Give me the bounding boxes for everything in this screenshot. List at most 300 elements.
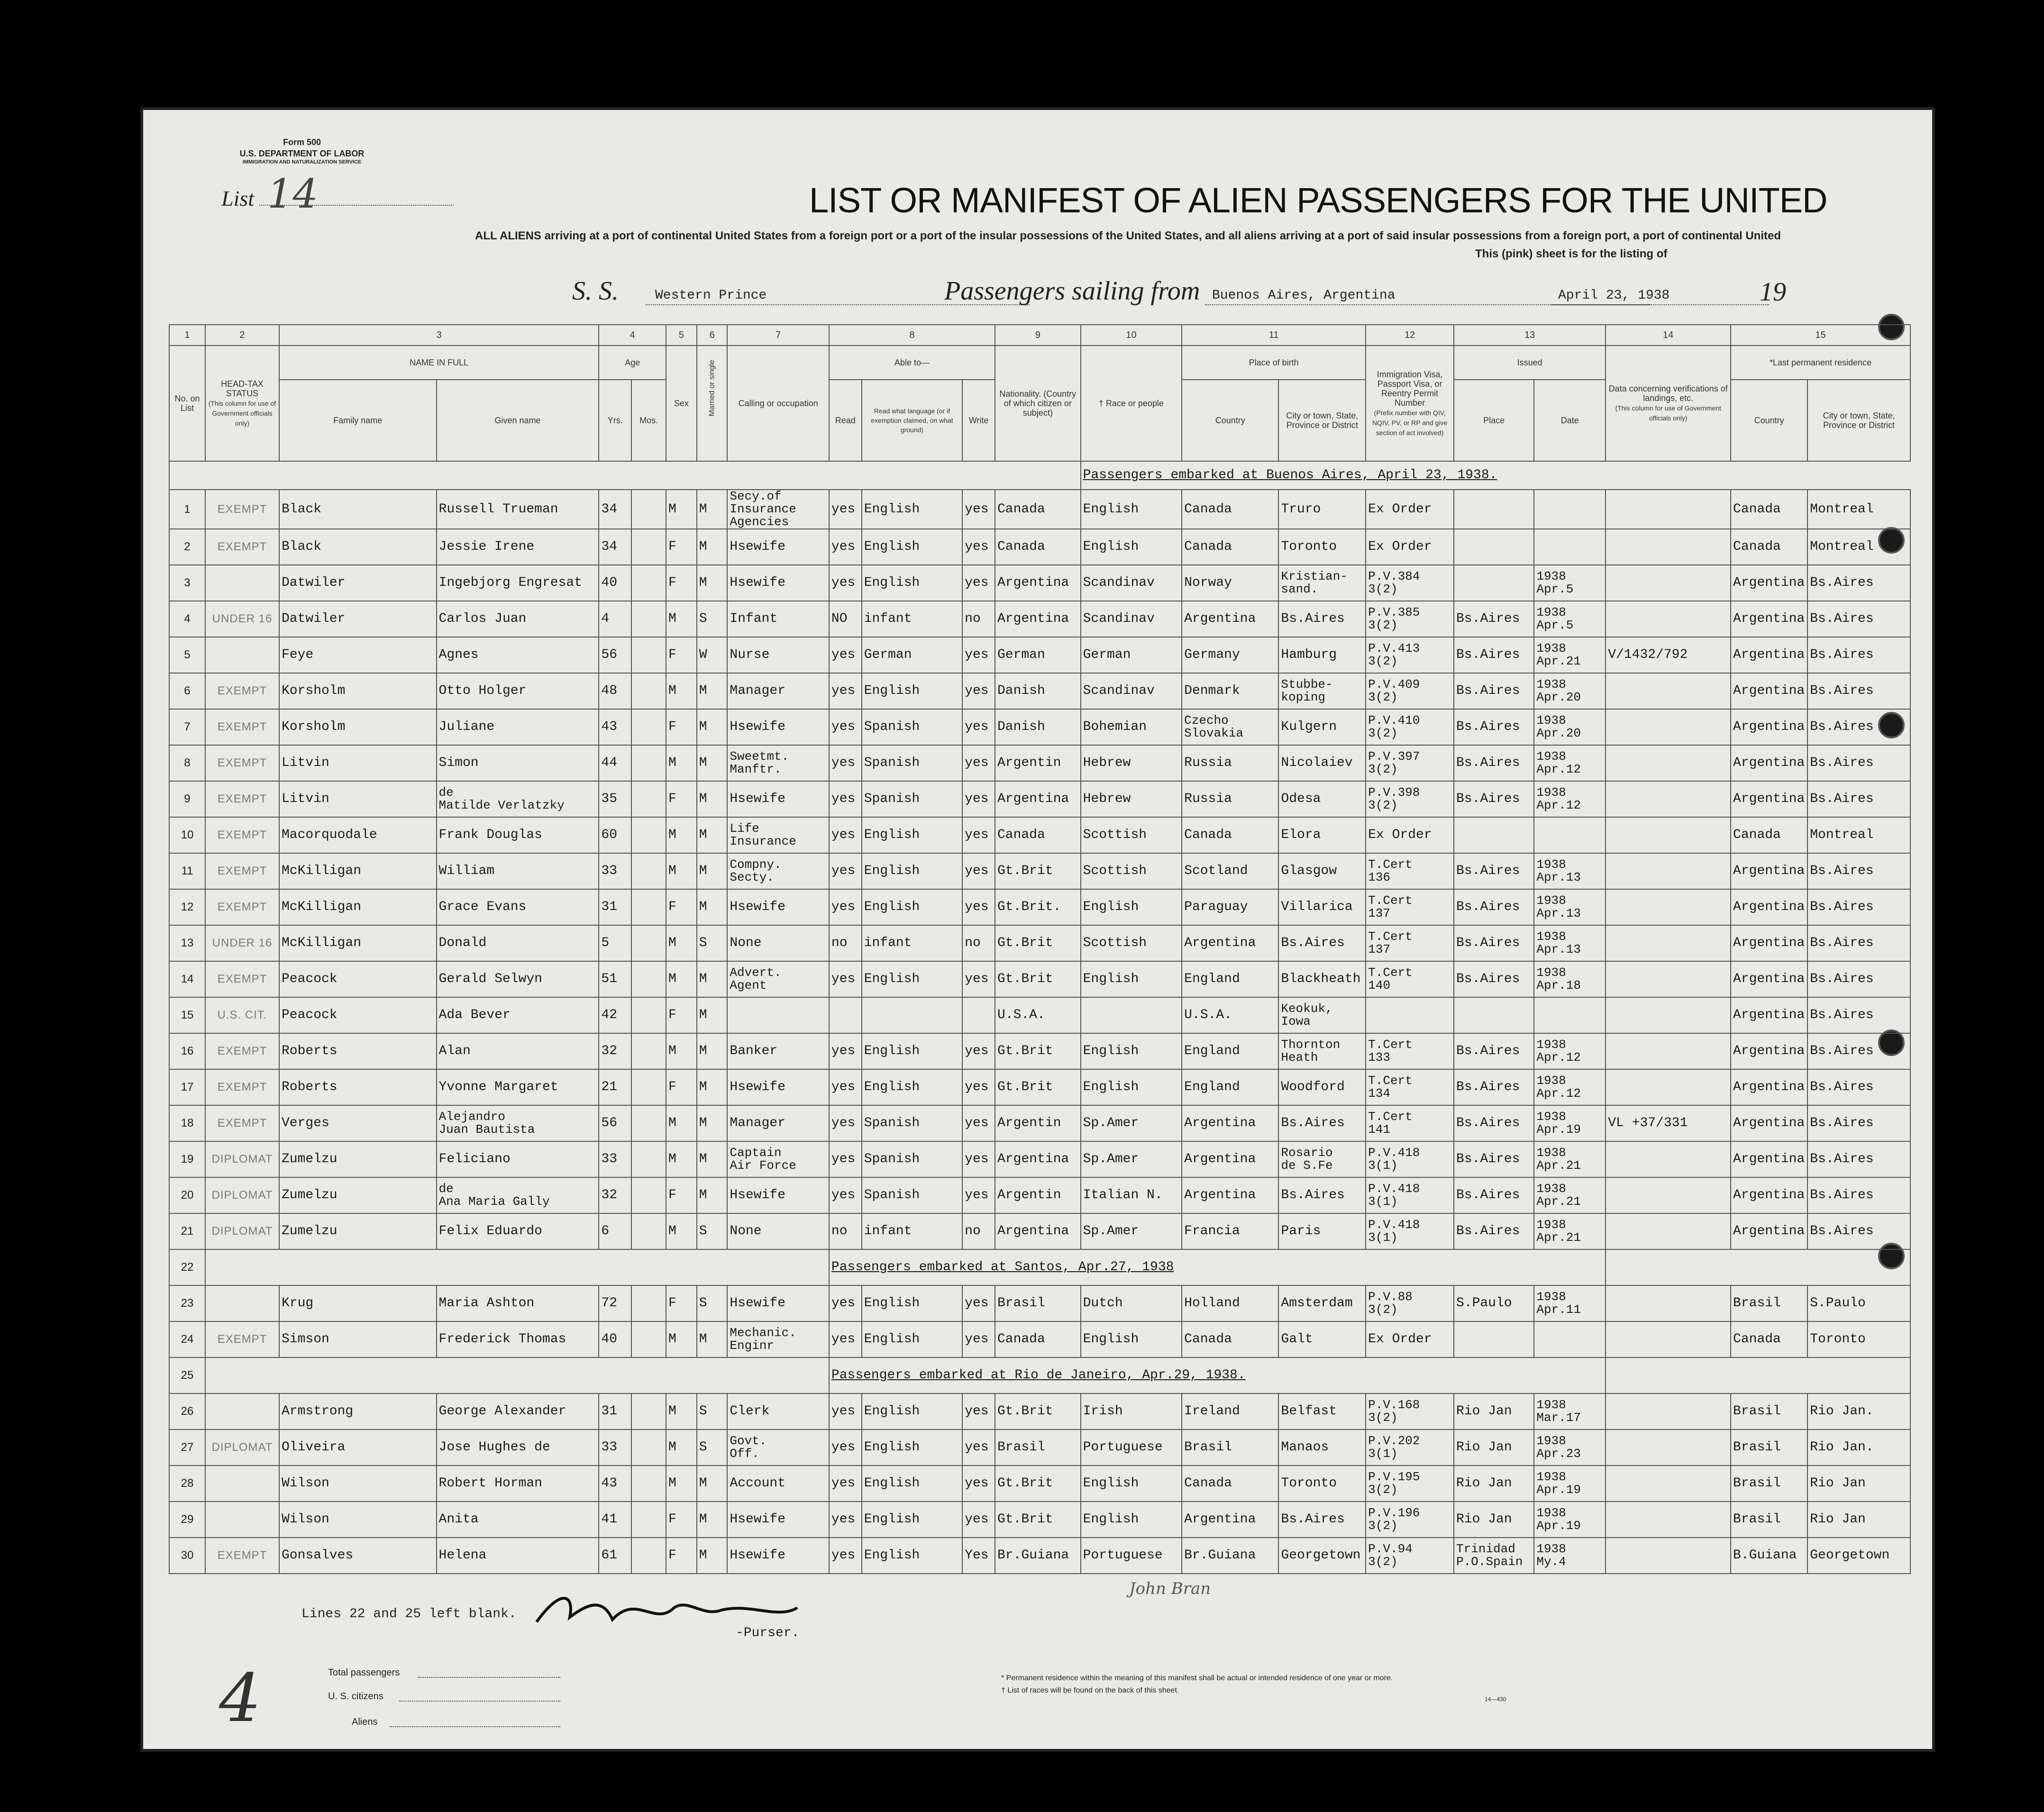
occupation: Hsewife (727, 709, 829, 745)
visa-issued-place: Bs.Aires (1454, 745, 1534, 781)
can-read: yes (829, 709, 862, 745)
given-name: Jessie Irene (437, 529, 599, 565)
can-write: yes (962, 1430, 995, 1466)
purser-signature (532, 1584, 892, 1636)
birth-country: Canada (1182, 529, 1278, 565)
verification-notes (1606, 1033, 1731, 1069)
marital-status: M (697, 490, 728, 529)
residence-country: Brasil (1731, 1393, 1807, 1430)
residence-city: Bs.Aires (1807, 1069, 1910, 1105)
given-name: Alejandro Juan Bautista (437, 1105, 599, 1141)
age-months (631, 1430, 666, 1466)
language: English (862, 1285, 962, 1321)
ship-name: Western Prince (655, 288, 767, 303)
line-number: 3 (169, 565, 205, 601)
race: Hebrew (1081, 781, 1182, 817)
nationality: Br.Guiana (995, 1538, 1081, 1574)
head-tax-status: U.S. CIT. (205, 997, 279, 1033)
sex: F (666, 781, 697, 817)
residence-city: Bs.Aires (1807, 1033, 1910, 1069)
birth-city: Belfast (1278, 1393, 1366, 1430)
birth-country: Scotland (1182, 853, 1278, 889)
nationality: Canada (995, 1321, 1081, 1357)
race: Scandinav (1081, 601, 1182, 637)
given-name: de Matilde Verlatzky (437, 781, 599, 817)
nationality: Canada (995, 817, 1081, 853)
can-write: yes (962, 490, 995, 529)
residence-city: Bs.Aires (1807, 601, 1910, 637)
age-years: 32 (599, 1177, 631, 1213)
table-row (169, 1069, 1910, 1105)
can-write: yes (962, 709, 995, 745)
table-row (169, 1321, 1910, 1357)
age-months (631, 1321, 666, 1357)
verification-notes (1606, 1538, 1731, 1574)
table-row (169, 1285, 1910, 1321)
language: English (862, 853, 962, 889)
birth-city: Villarica (1278, 889, 1366, 925)
residence-city: Bs.Aires (1807, 745, 1910, 781)
table-row (169, 1466, 1910, 1502)
birth-city: Kristian- sand. (1278, 565, 1366, 601)
line-number: 25 (169, 1357, 205, 1393)
head-tax-status: UNDER 16 (205, 925, 279, 961)
language: infant (862, 1213, 962, 1249)
residence-country: Argentina (1731, 1033, 1807, 1069)
visa-number: P.V.418 3(1) (1366, 1177, 1454, 1213)
section-header-row (169, 461, 1910, 490)
residence-country: Canada (1731, 817, 1807, 853)
visa-issued-date: 1938 Apr.20 (1534, 709, 1606, 745)
race: English (1081, 961, 1182, 997)
head-tax-status: EXEMPT (205, 781, 279, 817)
given-name: Agnes (437, 637, 599, 673)
residence-country: Brasil (1731, 1502, 1807, 1538)
marital-status: M (697, 1502, 728, 1538)
line-number: 10 (169, 817, 205, 853)
table-row (169, 817, 1910, 853)
birth-city: Elora (1278, 817, 1366, 853)
given-name: Otto Holger (437, 673, 599, 709)
language: English (862, 961, 962, 997)
visa-header: Immigration Visa, Passport Visa, or Reentry Permit Number (Prefix number with QIV, NQIV, PV, or RP and give section of act involved) (1366, 346, 1454, 461)
visa-number: P.V.202 3(1) (1366, 1430, 1454, 1466)
can-write: yes (962, 565, 995, 601)
given-name: Juliane (437, 709, 599, 745)
family-name: Simson (279, 1321, 437, 1357)
occupation: None (727, 1213, 829, 1249)
verification-notes (1606, 490, 1731, 529)
marital-status: M (697, 1177, 728, 1213)
head-tax-status (205, 1285, 279, 1321)
verification-notes (1606, 1285, 1731, 1321)
verification-notes (1606, 817, 1731, 853)
nationality: Gt.Brit (995, 1033, 1081, 1069)
can-write: no (962, 925, 995, 961)
birth-city: Hamburg (1278, 637, 1366, 673)
sex: M (666, 961, 697, 997)
residence-country: Argentina (1731, 745, 1807, 781)
visa-issued-date: 1938 Apr.13 (1534, 853, 1606, 889)
residence-city: Rio Jan. (1807, 1430, 1910, 1466)
nationality: U.S.A. (995, 997, 1081, 1033)
table-row (169, 490, 1910, 529)
sailing-date: April 23, 1938 (1558, 288, 1670, 303)
verification-notes: VL +37/331 (1606, 1105, 1731, 1141)
section-label: Passengers embarked at Buenos Aires, April 23, 1938. (1081, 461, 1910, 490)
verification-notes (1606, 1321, 1731, 1357)
visa-issued-place (1454, 817, 1534, 853)
visa-issued-place: Bs.Aires (1454, 781, 1534, 817)
table-row (169, 1105, 1910, 1141)
given-name: Russell Trueman (437, 490, 599, 529)
residence-city: Bs.Aires (1807, 1105, 1910, 1141)
table-row (169, 1213, 1910, 1249)
age-months (631, 1069, 666, 1105)
head-tax-status: EXEMPT (205, 1069, 279, 1105)
family-name: Zumelzu (279, 1213, 437, 1249)
visa-issued-place: Bs.Aires (1454, 1177, 1534, 1213)
subtitle-line-2: This (pink) sheet is for the listing of (1475, 247, 1668, 260)
residence-country: Brasil (1731, 1430, 1807, 1466)
table-row (169, 961, 1910, 997)
occupation: Account (727, 1466, 829, 1502)
visa-issued-date: 1938 Apr.5 (1534, 601, 1606, 637)
table-row (169, 1141, 1910, 1177)
head-tax-status: EXEMPT (205, 1033, 279, 1069)
nationality: Argentina (995, 781, 1081, 817)
marital-status: M (697, 565, 728, 601)
residence-country: Argentina (1731, 1105, 1807, 1141)
birth-country: Ireland (1182, 1393, 1278, 1430)
table-row (169, 1393, 1910, 1430)
residence-city: Rio Jan (1807, 1502, 1910, 1538)
line-number: 28 (169, 1466, 205, 1502)
race: Scandinav (1081, 565, 1182, 601)
language: Spanish (862, 709, 962, 745)
visa-issued-date (1534, 817, 1606, 853)
family-name: Feye (279, 637, 437, 673)
age-years: 21 (599, 1069, 631, 1105)
visa-issued-place: Bs.Aires (1454, 601, 1534, 637)
birth-city: Woodford (1278, 1069, 1366, 1105)
manifest-sheet (140, 107, 1935, 1752)
line-number: 5 (169, 637, 205, 673)
birth-city: Bs.Aires (1278, 1502, 1366, 1538)
race: English (1081, 1069, 1182, 1105)
age-years: 33 (599, 853, 631, 889)
line-number: 13 (169, 925, 205, 961)
occupation: Compny. Secty. (727, 853, 829, 889)
residence-country: Argentina (1731, 853, 1807, 889)
age-years: 31 (599, 889, 631, 925)
birth-city: Bs.Aires (1278, 1105, 1366, 1141)
sex: M (666, 673, 697, 709)
occupation: None (727, 925, 829, 961)
visa-issued-place (1454, 997, 1534, 1033)
occupation: Infant (727, 601, 829, 637)
visa-issued-date: 1938 Apr.20 (1534, 673, 1606, 709)
can-read: yes (829, 1177, 862, 1213)
occupation: Hsewife (727, 1285, 829, 1321)
head-tax-status: EXEMPT (205, 961, 279, 997)
age-months (631, 601, 666, 637)
visa-issued-date: 1938 Apr.21 (1534, 637, 1606, 673)
birth-city: Bs.Aires (1278, 1177, 1366, 1213)
verification-notes (1606, 1069, 1731, 1105)
occupation: Secy.of Insurance Agencies (727, 490, 829, 529)
can-write: yes (962, 1321, 995, 1357)
residence-city: Bs.Aires (1807, 1177, 1910, 1213)
can-write: yes (962, 1393, 995, 1430)
language: English (862, 1033, 962, 1069)
marital-status: M (697, 1466, 728, 1502)
race: English (1081, 1033, 1182, 1069)
occupation: Advert. Agent (727, 961, 829, 997)
can-read: yes (829, 1538, 862, 1574)
line-number: 4 (169, 601, 205, 637)
age-months (631, 709, 666, 745)
nationality: Gt.Brit. (995, 889, 1081, 925)
can-read: yes (829, 745, 862, 781)
can-read: no (829, 1213, 862, 1249)
line-number: 20 (169, 1177, 205, 1213)
language: German (862, 637, 962, 673)
birth-country: Argentina (1182, 1141, 1278, 1177)
nationality: Gt.Brit (995, 1502, 1081, 1538)
nationality: Argentina (995, 1141, 1081, 1177)
sex: M (666, 1213, 697, 1249)
given-name: Yvonne Margaret (437, 1069, 599, 1105)
age-months (631, 781, 666, 817)
visa-issued-place: Bs.Aires (1454, 889, 1534, 925)
marital-status: M (697, 817, 728, 853)
visa-issued-date: 1938 Mar.17 (1534, 1393, 1606, 1430)
race: Portuguese (1081, 1538, 1182, 1574)
can-write: yes (962, 1105, 995, 1141)
occupation: Manager (727, 1105, 829, 1141)
marital-status: S (697, 1393, 728, 1430)
can-write (962, 997, 995, 1033)
page-title: LIST OR MANIFEST OF ALIEN PASSENGERS FOR THE UNITED (809, 181, 1827, 220)
residence-country: Argentina (1731, 925, 1807, 961)
line-number: 8 (169, 745, 205, 781)
sex: F (666, 1285, 697, 1321)
can-write: no (962, 1213, 995, 1249)
verification-notes (1606, 601, 1731, 637)
can-read: yes (829, 673, 862, 709)
age-years: 35 (599, 781, 631, 817)
sex: F (666, 709, 697, 745)
family-name: Korsholm (279, 673, 437, 709)
marital-status: S (697, 1285, 728, 1321)
visa-issued-place: Trinidad P.O.Spain (1454, 1538, 1534, 1574)
visa-issued-date: 1938 Apr.19 (1534, 1105, 1606, 1141)
table-row (169, 853, 1910, 889)
nationality: Gt.Brit (995, 925, 1081, 961)
can-read: yes (829, 1285, 862, 1321)
visa-issued-place: Rio Jan (1454, 1502, 1534, 1538)
race: Sp.Amer (1081, 1213, 1182, 1249)
visa-number: Ex Order (1366, 1321, 1454, 1357)
birth-country: Canada (1182, 817, 1278, 853)
residence-country: Argentina (1731, 1213, 1807, 1249)
marital-status: M (697, 781, 728, 817)
residence-city: Bs.Aires (1807, 889, 1910, 925)
visa-issued-date (1534, 529, 1606, 565)
table-row (169, 1177, 1910, 1213)
occupation: Hsewife (727, 529, 829, 565)
age-months (631, 1393, 666, 1430)
sex: M (666, 1033, 697, 1069)
nationality: Brasil (995, 1285, 1081, 1321)
can-read: yes (829, 889, 862, 925)
verification-notes (1606, 745, 1731, 781)
occupation: Hsewife (727, 1177, 829, 1213)
age-months (631, 1213, 666, 1249)
family-name: Zumelzu (279, 1141, 437, 1177)
race: Italian N. (1081, 1177, 1182, 1213)
residence-country: Brasil (1731, 1285, 1807, 1321)
nationality: Gt.Brit (995, 853, 1081, 889)
birth-country: Canada (1182, 490, 1278, 529)
age-months (631, 565, 666, 601)
given-name: Maria Ashton (437, 1285, 599, 1321)
age-months (631, 1033, 666, 1069)
age-years: 41 (599, 1502, 631, 1538)
language: English (862, 565, 962, 601)
head-tax-status: DIPLOMAT (205, 1141, 279, 1177)
can-read: yes (829, 529, 862, 565)
sex: F (666, 565, 697, 601)
age-months (631, 490, 666, 529)
birth-city: Nicolaiev (1278, 745, 1366, 781)
age-years: 72 (599, 1285, 631, 1321)
race-footnote: † List of races will be found on the back of this sheet. (1001, 1686, 1179, 1694)
race: Sp.Amer (1081, 1105, 1182, 1141)
can-write: yes (962, 1466, 995, 1502)
line-number: 15 (169, 997, 205, 1033)
nationality: Gt.Brit (995, 1466, 1081, 1502)
visa-issued-date: 1938 My.4 (1534, 1538, 1606, 1574)
line-number: 11 (169, 853, 205, 889)
occupation: Govt. Off. (727, 1430, 829, 1466)
family-name: Roberts (279, 1033, 437, 1069)
occupation: Hsewife (727, 781, 829, 817)
occupation: Banker (727, 1033, 829, 1069)
page-number-mark: 4 (219, 1660, 262, 1737)
language: English (862, 1069, 962, 1105)
table-row (169, 1033, 1910, 1069)
verification-notes (1606, 853, 1731, 889)
birth-city: Galt (1278, 1321, 1366, 1357)
visa-issued-date: 1938 Apr.12 (1534, 781, 1606, 817)
us-citizens-label: U. S. citizens (328, 1691, 383, 1702)
age-months (631, 1177, 666, 1213)
visa-number: Ex Order (1366, 490, 1454, 529)
residence-country: B.Guiana (1731, 1538, 1807, 1574)
visa-number: Ex Order (1366, 529, 1454, 565)
can-read: yes (829, 490, 862, 529)
age-years: 56 (599, 637, 631, 673)
visa-issued-date: 1938 Apr.19 (1534, 1502, 1606, 1538)
visa-number: P.V.418 3(1) (1366, 1213, 1454, 1249)
head-tax-status: DIPLOMAT (205, 1430, 279, 1466)
visa-number: P.V.398 3(2) (1366, 781, 1454, 817)
table-row (169, 1249, 1910, 1285)
can-write: yes (962, 961, 995, 997)
family-name: Armstrong (279, 1393, 437, 1430)
given-name: George Alexander (437, 1393, 599, 1430)
section-label: Passengers embarked at Rio de Janeiro, Apr.29, 1938. (829, 1357, 1606, 1393)
visa-issued-place: Bs.Aires (1454, 637, 1534, 673)
visa-issued-date: 1938 Apr.21 (1534, 1177, 1606, 1213)
visa-issued-date (1534, 1321, 1606, 1357)
birth-country: Czecho Slovakia (1182, 709, 1278, 745)
verification-notes (1606, 961, 1731, 997)
can-write: yes (962, 637, 995, 673)
birth-city: Amsterdam (1278, 1285, 1366, 1321)
residence-country: Argentina (1731, 961, 1807, 997)
can-write: yes (962, 889, 995, 925)
head-tax-status (205, 637, 279, 673)
verification-notes (1606, 1213, 1731, 1249)
visa-issued-place: Rio Jan (1454, 1430, 1534, 1466)
birth-country: Argentina (1182, 1105, 1278, 1141)
birth-country: Canada (1182, 1321, 1278, 1357)
head-tax-status (205, 1466, 279, 1502)
nationality: Danish (995, 673, 1081, 709)
sex: M (666, 490, 697, 529)
table-row (169, 925, 1910, 961)
residence-country: Argentina (1731, 1069, 1807, 1105)
verification-notes (1606, 529, 1731, 565)
birth-country: England (1182, 1069, 1278, 1105)
line-number: 24 (169, 1321, 205, 1357)
age-years: 43 (599, 709, 631, 745)
age-months (631, 853, 666, 889)
residence-country: Canada (1731, 490, 1807, 529)
section-label: Passengers embarked at Santos, Apr.27, 1938 (829, 1249, 1606, 1285)
visa-number: P.V.413 3(2) (1366, 637, 1454, 673)
language (862, 997, 962, 1033)
birth-city: Keokuk, Iowa (1278, 997, 1366, 1033)
form-code: 14—430 (1485, 1696, 1506, 1703)
verification-notes (1606, 1430, 1731, 1466)
visa-number: P.V.418 3(1) (1366, 1141, 1454, 1177)
occupation: Hsewife (727, 889, 829, 925)
language: infant (862, 601, 962, 637)
marital-status: M (697, 1538, 728, 1574)
nationality: Argentina (995, 601, 1081, 637)
age-months (631, 1285, 666, 1321)
nationality: Canada (995, 529, 1081, 565)
residence-city: Bs.Aires (1807, 853, 1910, 889)
birth-country: Russia (1182, 745, 1278, 781)
head-tax-status: EXEMPT (205, 853, 279, 889)
sex: F (666, 1502, 697, 1538)
language: English (862, 1393, 962, 1430)
birth-country: Holland (1182, 1285, 1278, 1321)
birth-city: Paris (1278, 1213, 1366, 1249)
residence-country: Argentina (1731, 601, 1807, 637)
visa-issued-date: 1938 Apr.5 (1534, 565, 1606, 601)
language: English (862, 673, 962, 709)
family-name: Oliveira (279, 1430, 437, 1466)
head-tax-status: EXEMPT (205, 709, 279, 745)
visa-issued-place (1454, 565, 1534, 601)
nationality: Argentin (995, 1105, 1081, 1141)
